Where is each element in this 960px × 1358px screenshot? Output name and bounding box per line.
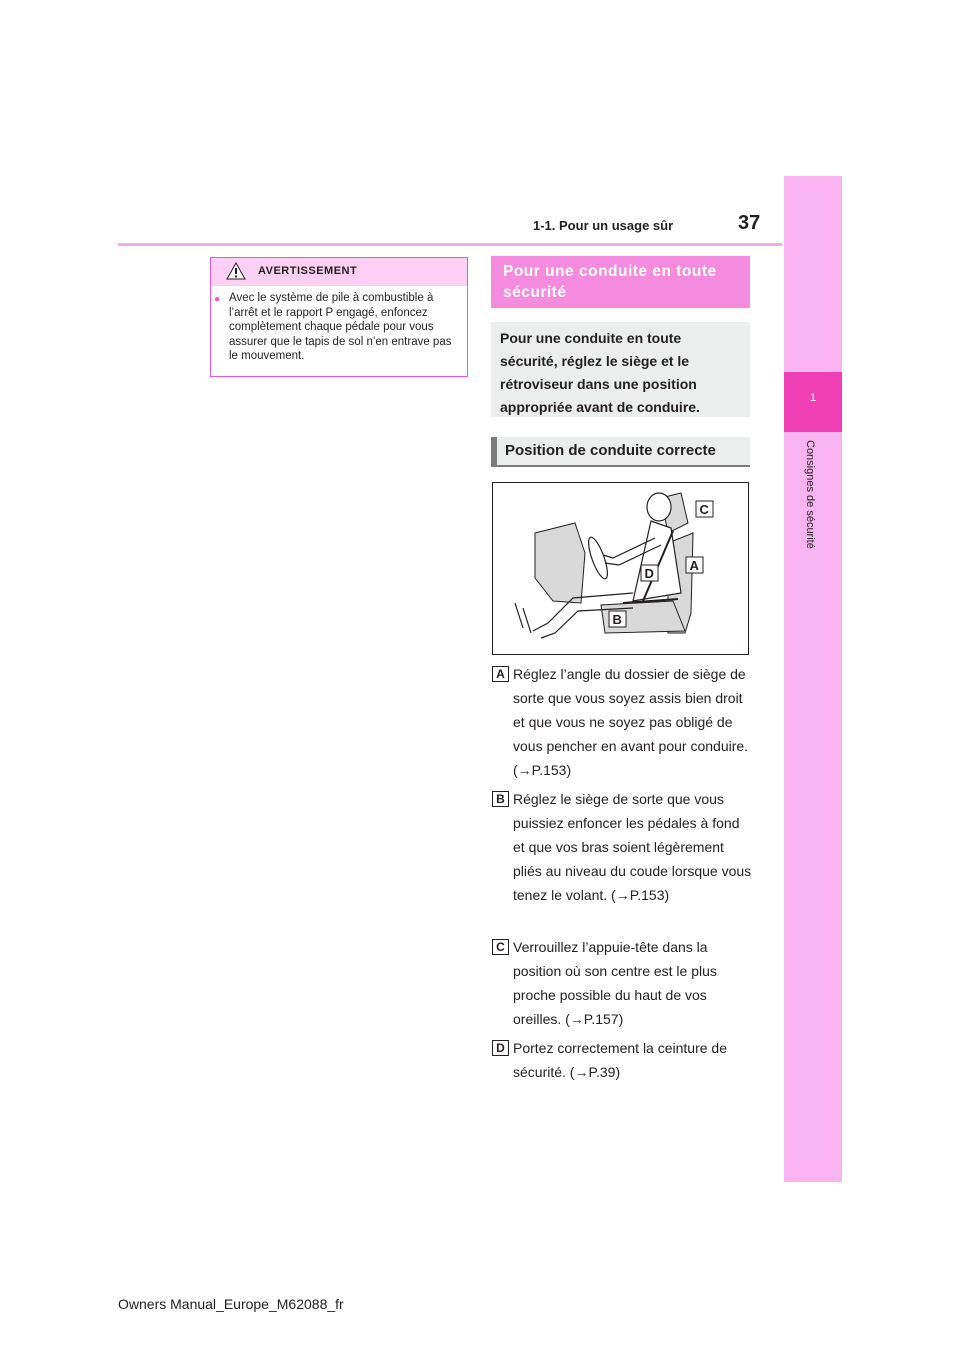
figure-label-d: D [644, 566, 654, 581]
warning-title: AVERTISSEMENT [258, 265, 358, 277]
figure-label-c: C [699, 502, 709, 517]
figure-label-a: A [689, 558, 699, 573]
item-letter-a: A [492, 666, 509, 682]
driver-illustration [493, 483, 748, 654]
chapter-label: Consignes de sécurité [804, 440, 816, 549]
chapter-side-tab [784, 176, 842, 1182]
subheading: Position de conduite correcte [505, 442, 716, 459]
header-rule [118, 243, 782, 246]
warning-triangle-icon [226, 262, 246, 280]
warning-text: Avec le système de pile à combustible à l’arrêt et le rapport P engagé, enfoncez complètement chaque pédale pour vous assurer que le tapis de sol n’en entrave pas le mouvement. [229, 292, 452, 362]
item-text-a: Réglez l’angle du dossier de siège de sorte que vous soyez assis bien droit et que vous ne soyez pas obligé de vous pencher en avant pour conduire. (→P.153) [513, 666, 749, 778]
item-text-d: Portez correctement la ceinture de sécurité. (→P.39) [513, 1040, 727, 1080]
chapter-number: 1 [809, 392, 817, 404]
item-letter-c: C [492, 939, 509, 955]
figure-label-b: B [612, 612, 622, 627]
item-text-b: Réglez le siège de sorte que vous puissiez enfoncer les pédales à fond et que vos bras soient légèrement pliés au niveau du coude lorsque vous tenez le volant. (→P.153) [513, 791, 752, 903]
footer-text: Owners Manual_Europe_M62088_fr [118, 1296, 344, 1312]
section-heading: Pour une conduite en toute sécurité [503, 263, 717, 301]
intro-text: Pour une conduite en toute sécurité, réglez le siège et le rétroviseur dans une position appropriée avant de conduire. [500, 330, 700, 415]
driving-position-figure [492, 482, 749, 655]
item-text-c: Verrouillez l’appuie-tête dans la position où son centre est le plus proche possible du haut de vos oreilles. (→P.157) [513, 939, 717, 1027]
section-title: 1-1. Pour un usage sûr [533, 218, 674, 233]
item-letter-b: B [492, 791, 509, 807]
page-number: 37 [738, 212, 761, 234]
item-letter-d: D [492, 1040, 509, 1056]
bullet-icon: ● [214, 294, 221, 305]
